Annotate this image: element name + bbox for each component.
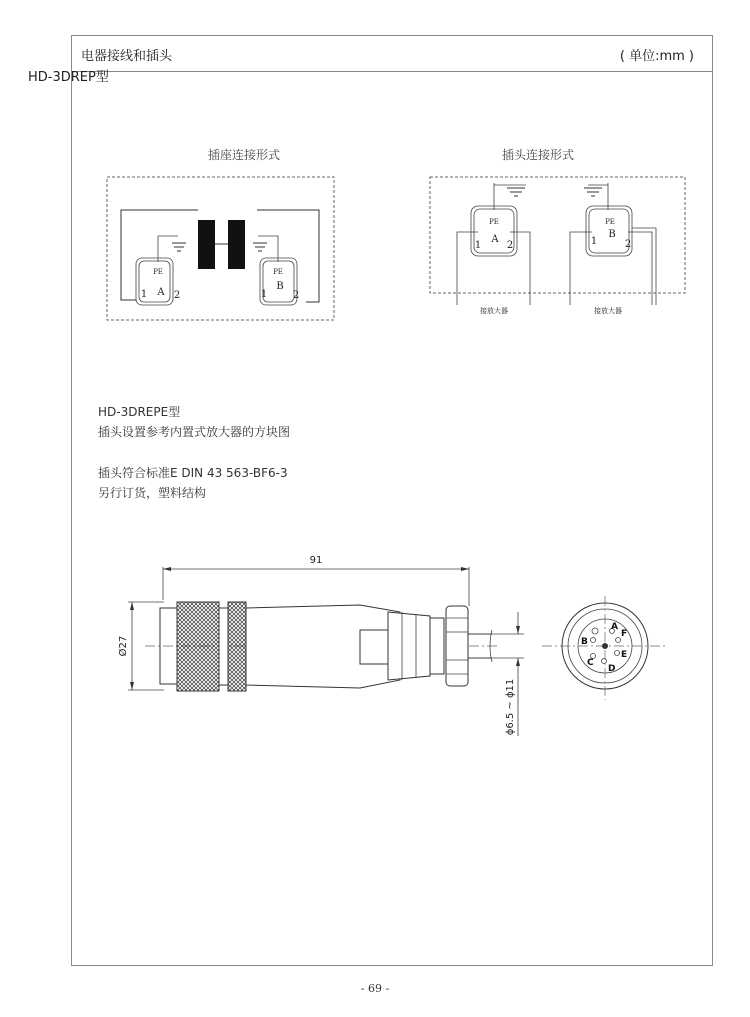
center-pin — [602, 643, 608, 649]
dia-arrow-top — [130, 602, 134, 610]
plug-a-pin-1: 1 — [474, 240, 482, 251]
pin-hole-f — [616, 638, 621, 643]
plug-b-amp-label: 接放大器 — [594, 307, 622, 315]
gland-collar — [430, 618, 444, 674]
socket-pin-a-2: 2 — [173, 290, 181, 301]
plug-a-pin: A — [491, 234, 499, 245]
dia-dim-text: Ø27 — [118, 635, 129, 657]
knurl-ring-1 — [177, 602, 219, 691]
note-line-3: 插头符合标准E DIN 43 563-BF6-3 — [98, 466, 288, 480]
socket-pin-b-2: 2 — [292, 290, 300, 301]
cable-arrow-top — [516, 626, 520, 634]
pin-label-c: C — [587, 658, 594, 668]
cable-arrow-bottom — [516, 658, 520, 666]
note-line-1: HD-3DREPE型 — [98, 405, 181, 419]
length-arrow-left — [163, 567, 171, 571]
pin-hole-b — [591, 638, 596, 643]
model-title: HD-3DREP型 — [28, 70, 109, 85]
plug-b-pe-label: PE — [605, 218, 615, 226]
pin-label-e: E — [621, 650, 628, 660]
socket-pin-a: A — [157, 287, 165, 298]
plug-a-pe-label: PE — [489, 218, 499, 226]
cable-gland-inner — [360, 630, 388, 664]
ring-gap — [219, 608, 228, 685]
pin-hole-d — [602, 659, 607, 664]
pin-hole-e — [615, 651, 620, 656]
dia-arrow-bottom — [130, 682, 134, 690]
header-title: 电器接线和插头 — [81, 49, 173, 64]
plug-b-pin-1: 1 — [590, 236, 598, 247]
gland-body — [388, 612, 430, 680]
socket-pe-label-b: PE — [273, 268, 283, 276]
knurl-ring-2 — [228, 602, 246, 691]
pin-label-f: F — [621, 629, 628, 639]
pin-hole-pe — [592, 628, 598, 634]
socket-pin-b-1: 1 — [260, 289, 268, 300]
pin-label-b: B — [581, 637, 588, 647]
page-number: - 69 - — [360, 982, 390, 995]
socket-pin-b: B — [276, 281, 284, 292]
pin-label-a: A — [611, 622, 618, 632]
plug-caption: 插头连接形式 — [502, 148, 575, 162]
note-line-4: 另行订货，塑料结构 — [98, 486, 207, 500]
socket-pe-label-a: PE — [153, 268, 163, 276]
cable-dim-text: ϕ6.5 ~ ϕ11 — [505, 678, 516, 736]
length-dim-text: 91 — [309, 555, 323, 566]
socket-caption: 插座连接形式 — [208, 148, 281, 162]
note-line-2: 插头设置参考内置式放大器的方块图 — [98, 425, 291, 439]
length-arrow-right — [461, 567, 469, 571]
header-unit: ( 单位:mm ) — [619, 49, 694, 64]
plug-a-amp-label: 接放大器 — [480, 307, 508, 315]
pin-label-d: D — [608, 664, 616, 674]
plug-b-pin-2: 2 — [624, 239, 632, 250]
socket-pin-a-1: 1 — [140, 289, 148, 300]
plug-b-pin: B — [608, 229, 616, 240]
plug-a-pin-2: 2 — [506, 240, 514, 251]
